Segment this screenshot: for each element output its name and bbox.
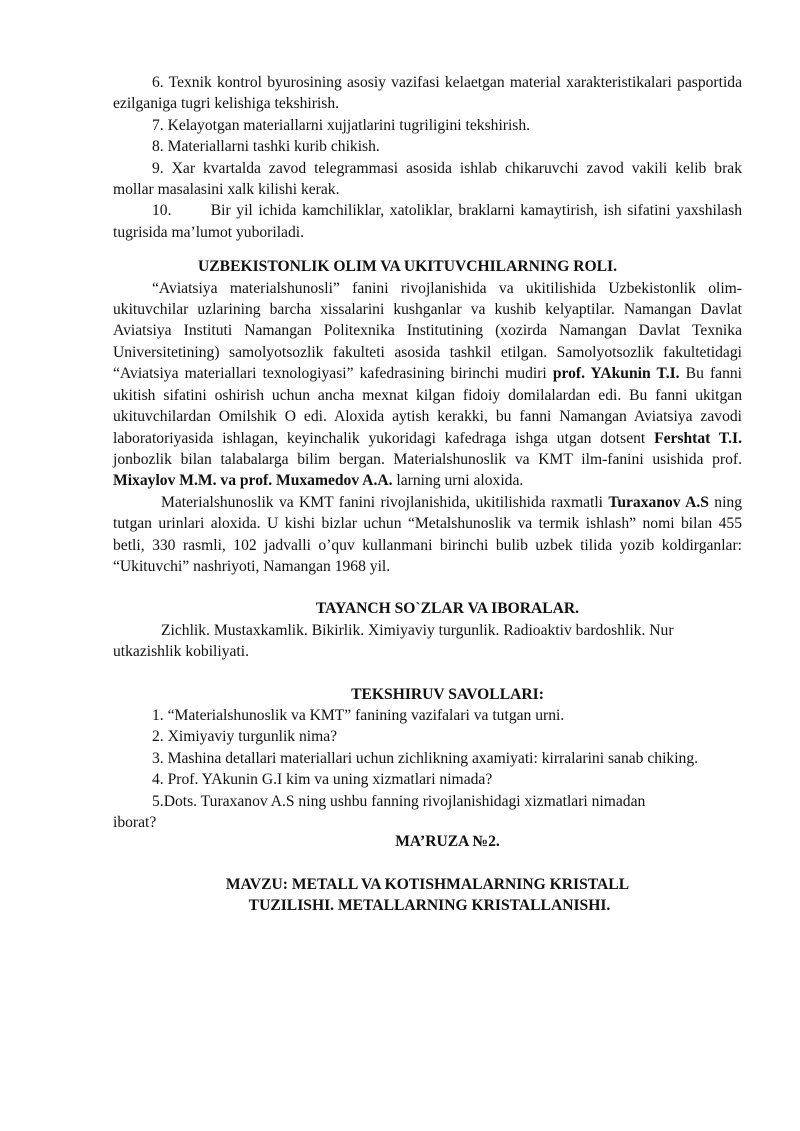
section-heading: TAYANCH SO`ZLAR VA IBORALAR. bbox=[315, 600, 580, 618]
list-item: 10. Bir yil ichida kamchiliklar, xatoliklar, braklarni kamaytirish, ish sifatini yaxshilash tugrisida ma’lumot yuboriladi. bbox=[113, 202, 742, 241]
list-item: 5.Dots. Turaxanov A.S ning ushbu fanning rivojlanishidagi xizmatlari nimadan iborat? bbox=[113, 792, 646, 831]
section-heading: UZBEKISTONLIK OLIM VA UKITUVCHILARNING ROLI. bbox=[198, 258, 617, 276]
lecture-topic-line: MAVZU: METALL VA KOTISHMALARNING KRISTALL bbox=[225, 875, 630, 893]
person-name: Fershtat T.I. bbox=[654, 429, 742, 447]
list-item: 3. Mashina detallari materiallari uchun zichlikning axamiyati: kirralarini sanab chiking. bbox=[152, 749, 699, 767]
list-item: 2. Ximiyaviy turgunlik nima? bbox=[152, 728, 338, 746]
paragraph: Materialshunoslik va KMT fanini rivojlanishida, ukitilishida raxmatli Turaxanov A.S ning tutgan urinlari aloxida. U kishi bizlar uchun “Metalshunoslik va termik ishlash” nomi bilan 455 betli, 330 rasmli, 102 jadvalli o’quv kullanmani birinchi bulib uzbek tilida yozib koldirganlar: “Ukituvchi” nashriyoti, Namangan 1968 yil. bbox=[113, 493, 743, 575]
list-item: 6. Texnik kontrol byurosining asosiy vazifasi kelaetgan material xarakteristikalari pasportida ezilganiga tugri kelishiga tekshirish. bbox=[113, 74, 742, 113]
lecture-title: MA’RUZA №2. bbox=[395, 833, 500, 851]
list-item: 7. Kelayotgan materiallarni xujjatlarini tugriligini tekshirish. bbox=[152, 116, 531, 134]
section-heading: TEKSHIRUV SAVOLLARI: bbox=[351, 685, 544, 703]
list-item: 8. Materiallarni tashki kurib chikish. bbox=[152, 138, 380, 156]
lecture-topic-line: TUZILISHI. METALLARNING KRISTALLANISHI. bbox=[248, 897, 611, 915]
paragraph: “Aviatsiya materialshunosli” fanini rivojlanishida va ukitilishida Uzbekistonlik olim-ukituvchilar uzlarining barcha xissalarini kushganlar va kushib kelyaptilar. Namangan Davlat Aviatsiya Instituti Namangan Politexnika Institutining (xozirda Namangan Davlat Texnika Universitetining) samolyotsozlik fakulteti asosida tashkil etilgan. Samolyotsozlik fakultetidagi “Aviatsiya materiallari texnologiyasi” kafedrasining birinchi mudiri prof. YAkunin T.I. Bu fanni ukitish sifatini oshirish uchun ancha mexnat kilgan fidoiy domilalardan edi. Bu fanni ukitgan ukituvchilardan Omilshik O edi. Aloxida aytish kerakki, bu fanni Namangan Aviatsiya zavodi laboratoriyasida ishlagan, keyinchalik yukoridagi kafedraga ishga utgan dotsent Fershtat T.I. jonbozlik bilan talabalarga bilim bergan. Materialshunoslik va KMT ilm-fanini usishida prof. Mixaylov M.M. va prof. Muxamedov A.A. larning urni aloxida. bbox=[113, 279, 742, 490]
person-name: prof. YAkunin T.I. bbox=[552, 365, 680, 383]
document-page bbox=[113, 72, 742, 917]
person-name: Mixaylov M.M. va prof. Muxamedov A.A. bbox=[113, 472, 393, 490]
paragraph: Zichlik. Mustaxkamlik. Bikirlik. Ximiyaviy turgunlik. Radioaktiv bardoshlik. Nur utkazishlik kobiliyati. bbox=[113, 621, 674, 661]
list-item: 9. Xar kvartalda zavod telegrammasi asosida ishlab chikaruvchi zavod vakili kelib brak mollar masalasini xalk kilishi kerak. bbox=[113, 159, 742, 199]
list-item: 1. “Materialshunoslik va KMT” fanining vazifalari va tutgan urni. bbox=[152, 706, 565, 724]
person-name: Turaxanov A.S bbox=[608, 493, 709, 511]
list-item: 4. Prof. YAkunin G.I kim va uning xizmatlari nimada? bbox=[152, 771, 493, 789]
